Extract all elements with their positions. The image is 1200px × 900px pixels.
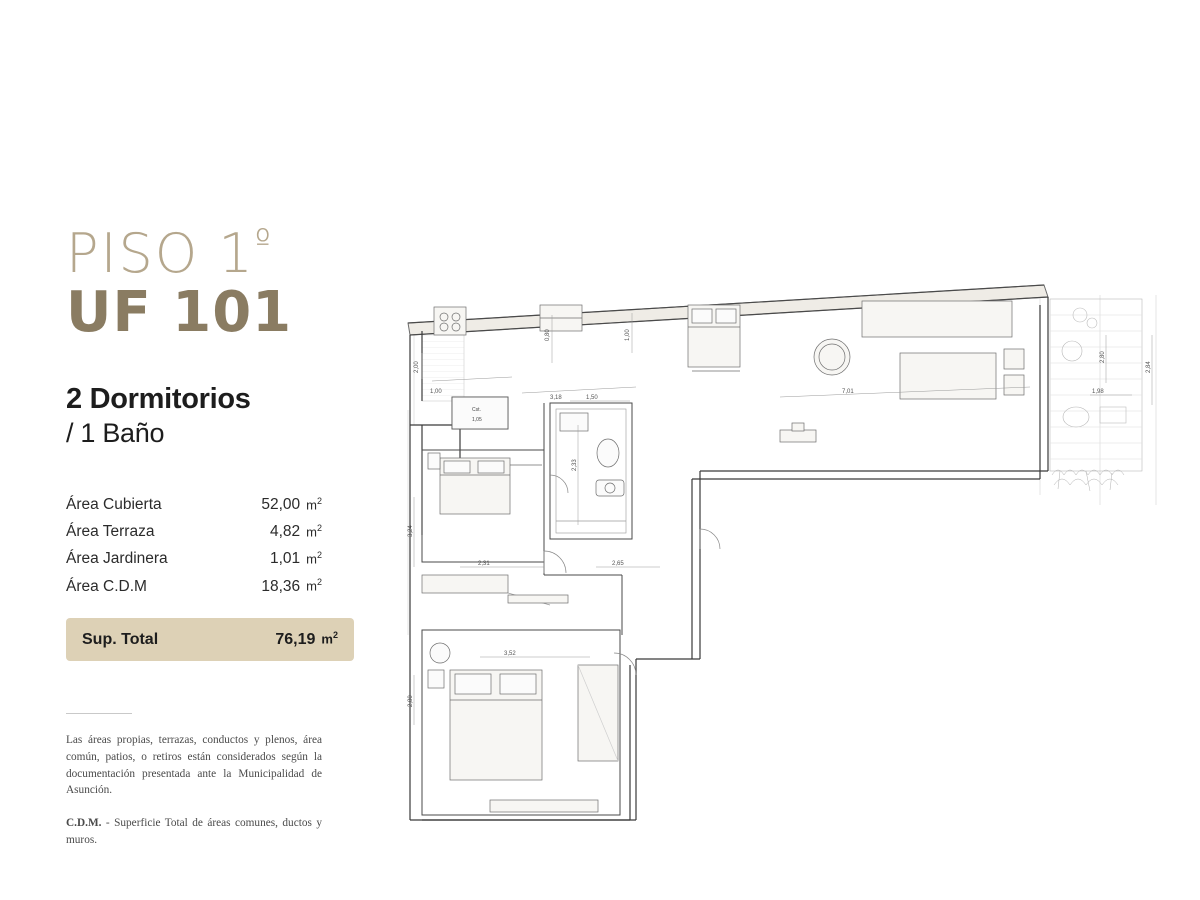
- dimension-annotations: [414, 313, 1152, 725]
- area-row: [66, 546, 322, 573]
- dim-1-00: 1,00: [430, 389, 442, 395]
- cdm-note-label: C.D.M.: [66, 817, 102, 830]
- cdm-note-text: - Superficie Total de áreas comunes, ductos y muros.: [66, 817, 322, 847]
- area-unit-text: m: [306, 524, 317, 540]
- area-number: 52,00: [261, 495, 301, 513]
- total-area-unit: $m^2$: [321, 630, 338, 647]
- area-label: Área Cubierta: [66, 495, 162, 513]
- area-number: 4,82: [269, 523, 301, 541]
- bedrooms-count: 2 Dormitorios: [66, 383, 251, 415]
- closet-label: Cst.: [472, 407, 481, 413]
- living-room-furniture: [780, 301, 1024, 442]
- dim-3-24: 3,24: [408, 525, 414, 537]
- area-unit: $m^2$: [306, 577, 322, 594]
- dim-0-80: 0,80: [545, 329, 551, 341]
- area-value: [246, 550, 322, 568]
- dim-2-33: 2,33: [572, 459, 578, 471]
- area-label: Área C.D.M: [66, 577, 147, 595]
- bathrooms-count: / 1 Baño: [66, 418, 165, 449]
- dim-2-31: 2,31: [478, 561, 490, 567]
- area-row: [66, 573, 322, 600]
- bathroom-fixtures: [556, 413, 626, 521]
- total-area-number: 76,19: [275, 630, 316, 648]
- area-unit: $m^2$: [306, 495, 322, 512]
- divider: [66, 713, 132, 714]
- dim-3-52: 3,52: [504, 651, 516, 657]
- total-area-value: [261, 630, 338, 648]
- unit-title: UF 101: [66, 280, 293, 345]
- bedroom1-furniture: [422, 453, 568, 605]
- dim-2-80: 2,80: [1100, 351, 1106, 363]
- cdm-note: [66, 815, 322, 849]
- dim-1-00-top: 1,00: [625, 329, 631, 341]
- area-label: Área Terraza: [66, 523, 155, 541]
- legal-note: Las áreas propias, terrazas, conductos y plenos, área común, patios, o retiros están considerados según la documentación presentada ante la Municipalidad de Asunción.: [66, 733, 322, 797]
- reference-lines: [408, 285, 1156, 635]
- room-summary: [66, 381, 396, 451]
- area-value: [246, 496, 322, 514]
- area-row: [66, 491, 322, 518]
- closet-area-label: 1,05: [472, 417, 482, 423]
- area-unit: $m^2$: [306, 550, 322, 567]
- unit-info-panel: [66, 222, 396, 849]
- area-unit-text: m: [306, 578, 317, 594]
- area-row: [66, 518, 322, 545]
- floor-title-text: PISO 1: [66, 222, 255, 285]
- area-label: Área Jardinera: [66, 550, 168, 568]
- dim-2-00: 2,00: [414, 361, 420, 373]
- area-value: [246, 577, 322, 595]
- dim-3-18: 3,18: [550, 395, 562, 401]
- dim-2-84: 2,84: [1146, 361, 1152, 373]
- area-value: [246, 523, 322, 541]
- total-area-label: Sup. Total: [82, 630, 159, 648]
- total-area-bar: [66, 618, 354, 660]
- area-number: 1,01: [269, 550, 301, 568]
- closet-block: [452, 397, 508, 429]
- area-table: [66, 491, 322, 600]
- floorplan-svg: [400, 275, 1190, 845]
- planter-vegetation: [1052, 470, 1124, 491]
- floor-title-superscript: º: [254, 222, 271, 262]
- bedroom2-furniture: [428, 643, 618, 812]
- area-unit-text: m: [306, 496, 317, 512]
- total-area-unit-text: m: [321, 631, 333, 647]
- dim-1-98: 1,98: [1092, 389, 1104, 395]
- floorplan-drawing: [400, 275, 1190, 845]
- area-unit-text: m: [306, 551, 317, 567]
- area-unit: $m^2$: [306, 522, 322, 540]
- dim-2-65: 2,65: [612, 561, 624, 567]
- area-number: 18,36: [261, 577, 301, 595]
- dim-7-01: 7,01: [842, 389, 854, 395]
- dim-2-80-bed2: 2,80: [408, 695, 414, 707]
- dim-1-50: 1,50: [586, 395, 598, 401]
- floor-title: [66, 222, 396, 285]
- bedroom-top-furniture: [688, 305, 740, 371]
